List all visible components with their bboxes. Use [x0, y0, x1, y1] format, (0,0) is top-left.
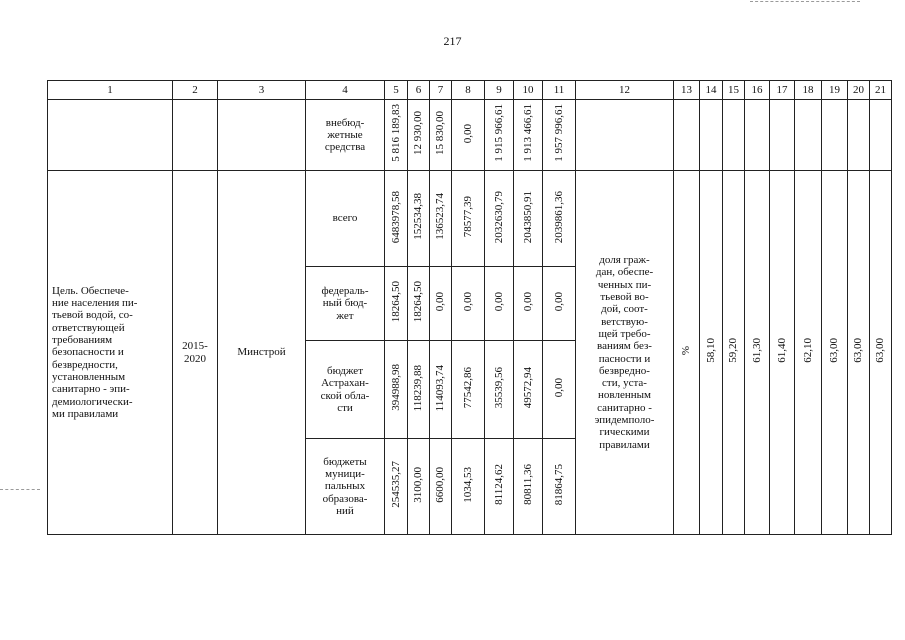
empty-cell	[48, 100, 173, 171]
header-cell: 1	[48, 81, 173, 100]
indicator-cell: доля граж- дан, обеспе- ченных пи- тьевой во- дой, соот- ветствую- щей требо- ваниям без- пасности и безвредно- сти, уста- новленным санитарно - эпидемполо- гическими правилами	[576, 171, 674, 535]
header-cell: 20	[848, 81, 870, 100]
budget-table	[47, 80, 892, 535]
empty-cell	[674, 100, 700, 171]
value-cell	[485, 341, 514, 439]
value-cell	[514, 100, 543, 171]
indicator-value-text: 61,40	[775, 338, 788, 364]
header-cell: 18	[795, 81, 822, 100]
value-text: 0,00	[521, 292, 534, 312]
scan-artifact-line	[0, 489, 40, 490]
funding-source-cell: бюджет Астрахан- ской обла- сти	[306, 341, 385, 439]
value-cell	[485, 171, 514, 267]
value-text: 81864,75	[552, 464, 565, 506]
header-cell: 14	[700, 81, 723, 100]
value-text: 18264,50	[412, 281, 425, 323]
unit-cell	[674, 171, 700, 535]
empty-cell	[822, 100, 848, 171]
executor-cell: Минстрой	[218, 171, 306, 535]
indicator-value-text: 63,00	[874, 338, 887, 364]
indicator-value-text: 63,00	[852, 338, 865, 364]
value-text: 136523,74	[434, 193, 447, 241]
indicator-value-cell	[723, 171, 745, 535]
funding-source-cell: федераль- ный бюд- жет	[306, 267, 385, 341]
empty-cell	[848, 100, 870, 171]
header-cell: 10	[514, 81, 543, 100]
value-cell	[385, 341, 408, 439]
header-cell: 17	[770, 81, 795, 100]
value-text: 0,00	[492, 292, 505, 312]
empty-cell	[576, 100, 674, 171]
header-cell: 19	[822, 81, 848, 100]
value-cell	[408, 439, 430, 535]
value-text: 254535,27	[389, 461, 402, 509]
indicator-value-cell	[700, 171, 723, 535]
empty-cell	[173, 100, 218, 171]
value-text: 0,00	[461, 292, 474, 312]
value-cell	[385, 171, 408, 267]
header-cell: 16	[745, 81, 770, 100]
value-text: 0,00	[552, 292, 565, 312]
funding-source-cell: бюджеты муници- пальных образова- ний	[306, 439, 385, 535]
header-cell: 5	[385, 81, 408, 100]
header-cell: 21	[870, 81, 892, 100]
value-text: 12 930,00	[412, 111, 425, 156]
value-text: 1 957 996,61	[552, 104, 565, 163]
header-cell: 7	[430, 81, 452, 100]
value-text: 1 913 466,61	[521, 104, 534, 163]
header-cell: 15	[723, 81, 745, 100]
value-text: 15 830,00	[434, 111, 447, 156]
indicator-value-cell	[795, 171, 822, 535]
indicator-value-text: 61,30	[750, 338, 763, 364]
empty-cell	[218, 100, 306, 171]
indicator-value-cell	[870, 171, 892, 535]
value-text: 78577,39	[461, 196, 474, 238]
header-cell: 9	[485, 81, 514, 100]
value-cell	[385, 100, 408, 171]
value-cell	[408, 100, 430, 171]
continuation-row	[48, 100, 892, 171]
goal-cell: Цель. Обеспече- ние населения пи- тьевой водой, со- ответствующей требованиям безопасности и безвредности, установленным санитарно - эпи- демиологически- ми правилами	[48, 171, 173, 535]
value-cell	[452, 267, 485, 341]
value-cell	[385, 439, 408, 535]
funding-source-cell: всего	[306, 171, 385, 267]
header-cell: 8	[452, 81, 485, 100]
value-text: 35539,56	[492, 367, 505, 409]
value-text: 118239,88	[412, 364, 425, 412]
value-text: 0,00	[461, 123, 474, 143]
indicator-value-text: 59,20	[727, 338, 740, 364]
period-cell: 2015- 2020	[173, 171, 218, 535]
value-cell	[543, 341, 576, 439]
value-text: 2039861,36	[552, 190, 565, 243]
value-cell	[452, 341, 485, 439]
header-cell: 3	[218, 81, 306, 100]
value-text: 0,00	[434, 292, 447, 312]
value-cell	[430, 171, 452, 267]
value-cell	[514, 341, 543, 439]
value-cell	[452, 100, 485, 171]
value-cell	[385, 267, 408, 341]
header-row	[48, 81, 892, 100]
indicator-value-cell	[770, 171, 795, 535]
value-cell	[543, 439, 576, 535]
value-cell	[543, 267, 576, 341]
indicator-value-text: 58,10	[704, 338, 717, 364]
value-cell	[514, 267, 543, 341]
value-text: 6600,00	[434, 466, 447, 503]
value-text: 2043850,91	[521, 190, 534, 243]
indicator-value-text: 63,00	[828, 338, 841, 364]
value-text: 18264,50	[389, 281, 402, 323]
unit-text: %	[680, 346, 693, 356]
value-cell	[408, 341, 430, 439]
empty-cell	[700, 100, 723, 171]
value-text: 2032630,79	[492, 190, 505, 243]
value-cell	[430, 267, 452, 341]
value-cell	[430, 100, 452, 171]
empty-cell	[795, 100, 822, 171]
value-text: 152534,38	[412, 193, 425, 241]
value-cell	[543, 100, 576, 171]
empty-cell	[745, 100, 770, 171]
value-cell	[408, 171, 430, 267]
value-text: 1 915 966,61	[492, 104, 505, 163]
header-cell: 12	[576, 81, 674, 100]
value-text: 5 816 189,83	[389, 104, 402, 163]
value-text: 49572,94	[521, 367, 534, 409]
value-cell	[514, 439, 543, 535]
value-text: 6483978,58	[389, 190, 402, 243]
header-cell: 2	[173, 81, 218, 100]
header-cell: 11	[543, 81, 576, 100]
value-text: 0,00	[552, 378, 565, 398]
indicator-value-cell	[822, 171, 848, 535]
empty-cell	[770, 100, 795, 171]
empty-cell	[870, 100, 892, 171]
funding-source-cell: внебюд- жетные средства	[306, 100, 385, 171]
empty-cell	[723, 100, 745, 171]
value-cell	[485, 439, 514, 535]
value-cell	[543, 171, 576, 267]
value-text: 77542,86	[461, 367, 474, 409]
value-cell	[430, 341, 452, 439]
value-text: 81124,62	[492, 464, 505, 506]
value-text: 1034,53	[461, 466, 474, 503]
value-text: 3100,00	[412, 466, 425, 503]
value-cell	[408, 267, 430, 341]
value-cell	[485, 267, 514, 341]
indicator-value-text: 62,10	[801, 338, 814, 364]
value-cell	[430, 439, 452, 535]
value-cell	[452, 171, 485, 267]
header-cell: 6	[408, 81, 430, 100]
value-cell	[514, 171, 543, 267]
indicator-value-cell	[848, 171, 870, 535]
value-text: 394988,98	[389, 364, 402, 412]
value-cell	[452, 439, 485, 535]
value-cell	[485, 100, 514, 171]
scan-artifact-line	[750, 1, 860, 2]
header-cell: 13	[674, 81, 700, 100]
value-text: 114093,74	[434, 364, 447, 412]
total-row	[48, 171, 892, 267]
value-text: 80811,36	[521, 464, 534, 506]
header-cell: 4	[306, 81, 385, 100]
page-number: 217	[443, 34, 462, 48]
indicator-value-cell	[745, 171, 770, 535]
